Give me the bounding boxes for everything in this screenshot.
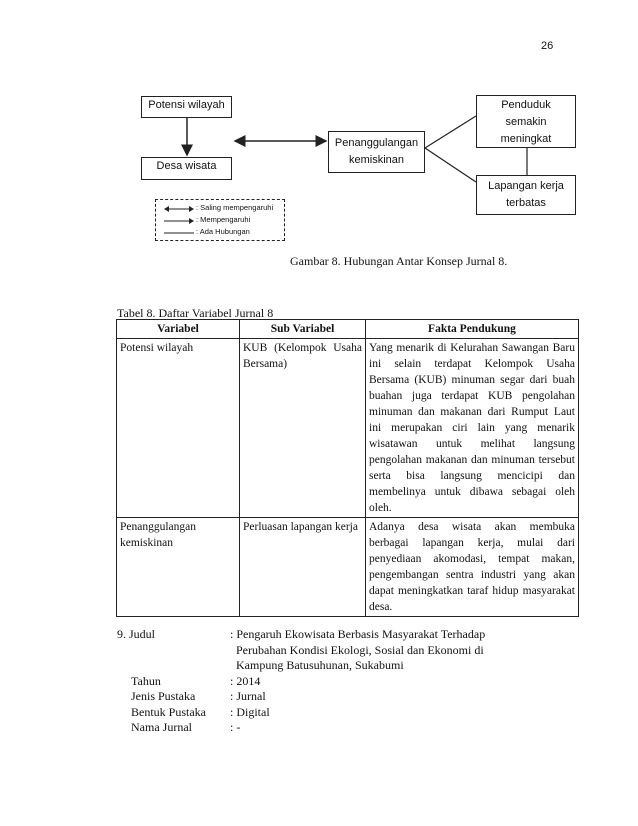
box-lapangan-line1: Lapangan kerja [488, 180, 564, 192]
meta-value: : Jurnal [230, 689, 266, 703]
cell-variabel: Potensi wilayah [117, 339, 240, 518]
legend-mempengaruhi-label: : Mempengaruhi [196, 215, 251, 224]
page-number: 26 [541, 40, 554, 52]
cell-fakta: Adanya desa wisata akan membuka berbagai lapangan kerja, mulai dari penyediaan akomodasi, tempat makan, pengembangan sentra industri yang akan dapat meningkatkan taraf hidup masyarakat desa. [366, 518, 579, 617]
table-row [117, 518, 579, 617]
variable-table [116, 319, 579, 617]
cell-variabel: Penanggulangan kemiskinan [117, 518, 240, 617]
line-to-penduduk [425, 116, 476, 148]
box-penanggulangan [328, 131, 425, 173]
meta-label: Tahun [131, 673, 161, 688]
line-icon [164, 229, 194, 237]
meta-label: Jenis Pustaka [131, 689, 196, 703]
box-penduduk-line2: semakin [505, 116, 547, 128]
table-row [117, 339, 579, 518]
header-fakta: Fakta Pendukung [366, 320, 579, 339]
meta-value: Kampung Batusuhunan, Sukabumi [236, 658, 404, 672]
box-penduduk-line3: meningkat [500, 133, 552, 145]
table-header-row [117, 320, 579, 339]
box-penduduk-line1: Penduduk [501, 99, 551, 111]
meta-label: Nama Jurnal [131, 720, 192, 734]
figure-caption: Gambar 8. Hubungan Antar Konsep Jurnal 8. [290, 254, 508, 268]
meta-value: : Digital [230, 704, 270, 719]
box-potensi-wilayah [141, 96, 232, 118]
legend-row-mempengaruhi [164, 215, 282, 227]
arrow-right-icon [164, 217, 194, 225]
box-lapangan-line2: terbatas [506, 197, 546, 209]
concept-diagram [0, 0, 638, 268]
box-penduduk [476, 95, 576, 148]
legend-row-hubungan [164, 227, 282, 239]
box-desa-wisata [141, 157, 232, 180]
legend-hubungan-label: : Ada Hubungan [196, 227, 250, 236]
cell-sub-variabel: KUB (Kelompok Usaha Bersama) [240, 339, 366, 518]
meta-value: : Pengaruh Ekowisata Berbasis Masyarakat Terhadap [230, 627, 486, 641]
box-desa-label: Desa wisata [156, 160, 217, 172]
header-sub-variabel: Sub Variabel [240, 320, 366, 339]
diagram-legend [155, 199, 285, 241]
legend-row-saling [164, 203, 282, 215]
box-penanggulangan-line2: kemiskinan [348, 154, 405, 166]
meta-value: : - [230, 720, 241, 734]
meta-value: : 2014 [230, 673, 261, 688]
cell-sub-variabel: Perluasan lapangan kerja [240, 518, 366, 617]
line-to-lapangan [425, 148, 476, 182]
header-variabel: Variabel [117, 320, 240, 339]
meta-label: Bentuk Pustaka [131, 704, 206, 719]
double-arrow-icon [164, 205, 194, 213]
box-lapangan [476, 175, 576, 215]
meta-label: 9. Judul [117, 627, 156, 641]
legend-saling-label: : Saling mempengaruhi [196, 203, 274, 212]
box-potensi-label: Potensi wilayah [148, 99, 225, 111]
table-title: Tabel 8. Daftar Variabel Jurnal 8 [117, 306, 274, 320]
meta-value: Perubahan Kondisi Ekologi, Sosial dan Ekonomi di [236, 642, 484, 657]
cell-fakta: Yang menarik di Kelurahan Sawangan Baru ini selain terdapat Kelompok Usaha Bersama (KUB) minuman segar dari buah buahan juga terdapat KUB pengolahan minuman dan makanan dari Rumput Laut ini merupakan ciri lain yang menarik wisatawan untuk melihat langsung pengolahan makanan dan minuman tersebut serta bisa langsung mencicipi dan membelinya untuk dibawa sebagai oleh oleh. [366, 339, 579, 518]
box-penanggulangan-line1: Penanggulangan [334, 137, 419, 149]
